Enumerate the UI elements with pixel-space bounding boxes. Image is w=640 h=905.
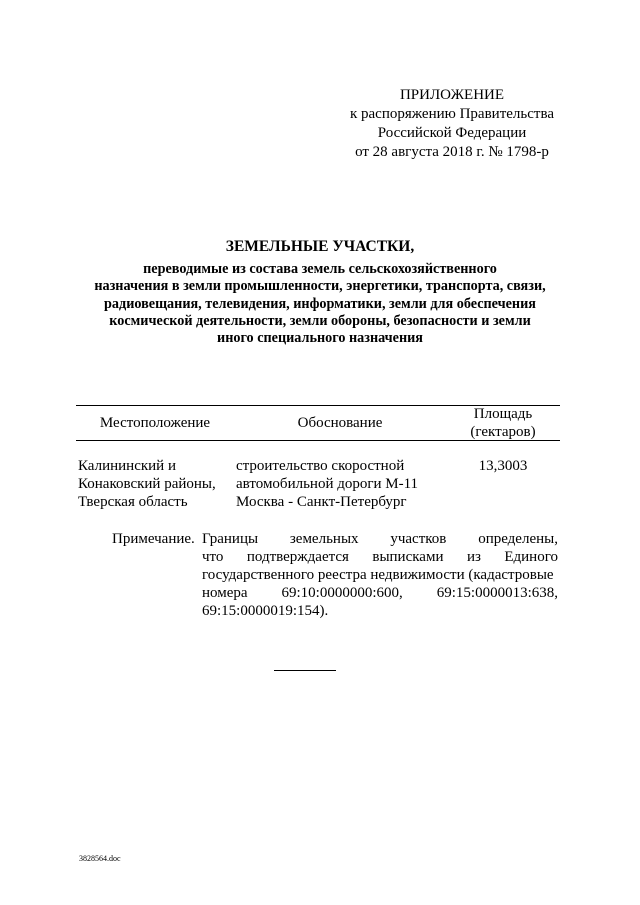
note-word: 69:10:0000000:600, — [281, 585, 403, 601]
header-area-line-1: Площадь — [473, 406, 533, 422]
subtitle-line: космической деятельности, земли обороны, безопасности и земли — [109, 312, 531, 329]
note-word: выписками — [372, 549, 444, 565]
row-location-line: Калининский и — [78, 458, 176, 474]
header-location: Местоположение — [99, 415, 211, 431]
appendix-heading: ПРИЛОЖЕНИЕ — [399, 87, 505, 103]
row-basis-line: Москва - Санкт-Петербург — [236, 494, 407, 510]
note-line — [202, 548, 558, 566]
note-word: из — [466, 549, 481, 565]
header-basis: Обоснование — [297, 415, 383, 431]
note-body — [202, 530, 558, 620]
document-title: ЗЕМЕЛЬНЫЕ УЧАСТКИ, — [225, 238, 415, 255]
note-word: номера — [202, 585, 248, 601]
appendix-block — [330, 86, 574, 162]
header-area-line-2: (гектаров) — [470, 424, 536, 440]
note-line — [202, 584, 558, 602]
row-location-line: Конаковский районы, — [78, 476, 216, 492]
row-location — [78, 457, 216, 511]
note-word: Границы — [202, 531, 259, 547]
note-word: государственного реестра недвижимости (кадастровые — [202, 567, 554, 583]
note-word: определены, — [478, 531, 558, 547]
table-header-rule — [76, 440, 560, 441]
header-area — [446, 405, 560, 441]
appendix-line-1: к распоряжению Правительства — [349, 106, 554, 122]
row-location-line: Тверская область — [78, 494, 188, 510]
appendix-line-2: Российской Федерации — [377, 125, 527, 141]
note-word: земельных — [289, 531, 359, 547]
note-label: Примечание. — [112, 531, 195, 547]
file-name-footer: 3828564.doc — [79, 854, 121, 863]
note-word: Единого — [504, 549, 558, 565]
subtitle-line: назначения в земли промышленности, энергетики, транспорта, связи, — [94, 278, 546, 295]
subtitle-line: переводимые из состава земель сельскохозяйственного — [143, 261, 497, 277]
note-line — [202, 602, 558, 620]
row-basis-line: автомобильной дороги М-11 — [236, 476, 419, 492]
row-basis — [236, 457, 418, 511]
row-area: 13,3003 — [478, 458, 528, 474]
row-basis-line: строительство скоростной — [236, 458, 405, 474]
subtitle-line: радиовещания, телевидения, информатики, земли для обеспечения — [104, 295, 536, 312]
note-word: что — [202, 549, 224, 565]
note-word: 69:15:0000019:154). — [202, 603, 329, 619]
separator-line — [274, 670, 336, 671]
note-line — [202, 566, 558, 584]
note-word: 69:15:0000013:638, — [436, 585, 558, 601]
note-word: подтверждается — [246, 549, 349, 565]
subtitle-line: иного специального назначения — [217, 330, 423, 347]
document-subtitle — [55, 261, 585, 347]
note-line — [202, 530, 558, 548]
note-word: участков — [390, 531, 447, 547]
appendix-line-3: от 28 августа 2018 г. № 1798-р — [355, 144, 549, 160]
